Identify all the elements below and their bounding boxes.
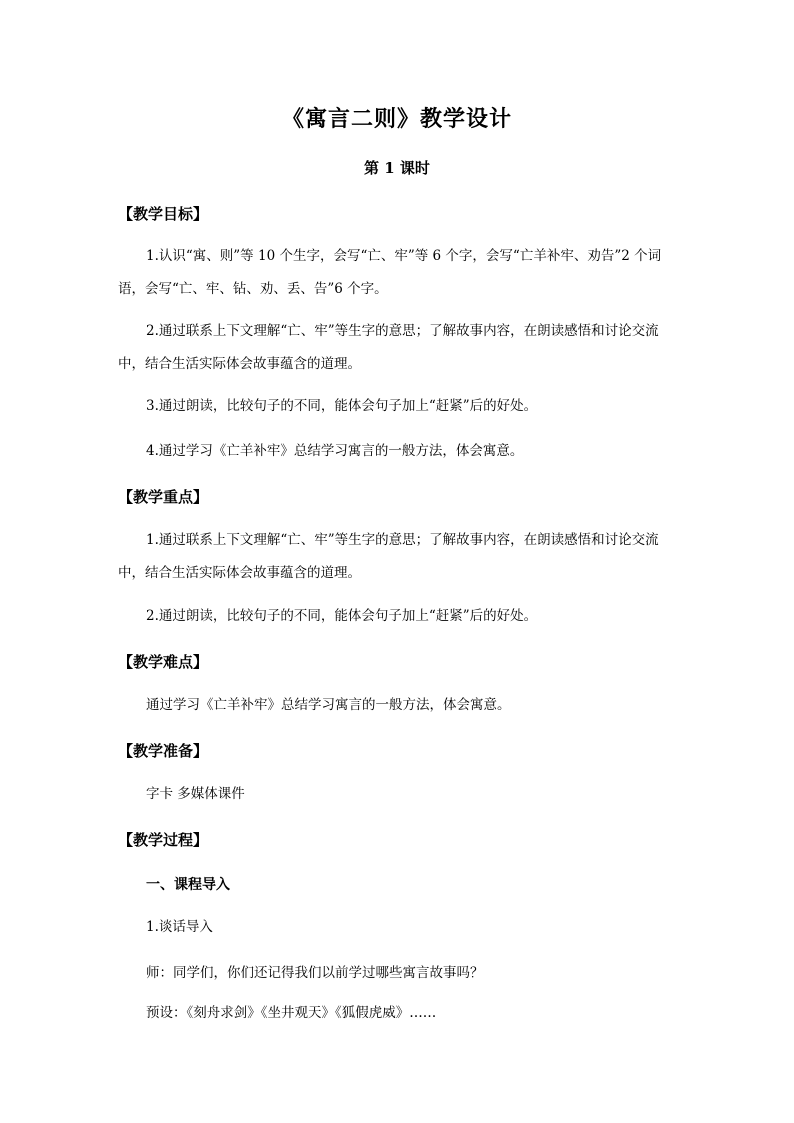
process-step-1: 1.谈话导入 xyxy=(146,919,213,935)
goal-item-2: 2.通过联系上下文理解“亡、牢”等生字的意思；了解故事内容，在朗读感悟和讨论交流中，结合生活实际体会故事蕴含的道理。 xyxy=(118,323,659,372)
teacher-line: 师：同学们，你们还记得我们以前学过哪些寓言故事吗？ xyxy=(146,965,484,981)
preset-line: 预设：《刻舟求剑》《坐井观天》《狐假虎威》…… xyxy=(146,1005,437,1021)
keypoint-item-1: 1.通过联系上下文理解“亡、牢”等生字的意思；了解故事内容，在朗读感悟和讨论交流中，结合生活实际体会故事蕴含的道理。 xyxy=(118,532,659,581)
heading-process: 【教学过程】 xyxy=(118,831,209,849)
heading-goals: 【教学目标】 xyxy=(118,205,209,223)
goal-item-4: 4.通过学习《亡羊补牢》总结学习寓言的一般方法，体会寓意。 xyxy=(146,443,524,459)
heading-difficulty: 【教学难点】 xyxy=(118,653,209,671)
document-title: 《寓言二则》教学设计 xyxy=(281,106,512,132)
prep-text: 字卡 多媒体课件 xyxy=(146,786,245,802)
goal-item-1: 1.认识“寓、则”等 10 个生字，会写“亡、牢”等 6 个字，会写“亡羊补牢、劝告”2 个词语，会写“亡、牢、钻、劝、丢、告”6 个字。 xyxy=(118,248,662,297)
heading-keypoints: 【教学重点】 xyxy=(118,488,209,506)
lesson-subtitle: 第 1 课时 xyxy=(364,159,430,177)
goal-item-3: 3.通过朗读，比较句子的不同，能体会句子加上“赶紧”后的好处。 xyxy=(146,398,538,414)
heading-prep: 【教学准备】 xyxy=(118,742,209,760)
difficulty-text: 通过学习《亡羊补牢》总结学习寓言的一般方法，体会寓意。 xyxy=(146,697,511,713)
keypoint-item-2: 2.通过朗读，比较句子的不同，能体会句子加上“赶紧”后的好处。 xyxy=(146,608,538,624)
process-section-1: 一、课程导入 xyxy=(146,877,230,893)
